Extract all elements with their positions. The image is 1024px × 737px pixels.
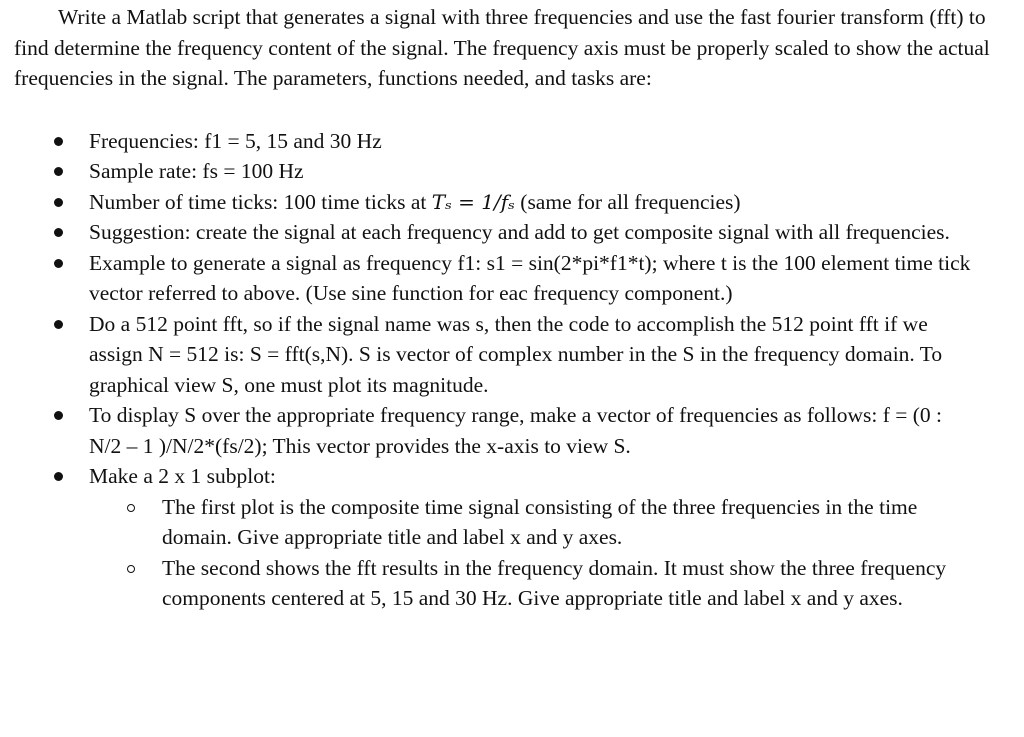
hollow-circle-icon (127, 565, 135, 573)
task-list (14, 126, 1014, 492)
bullet-example (14, 248, 1014, 309)
bullet-text: Sample rate: fs = 100 Hz (89, 159, 304, 183)
bullet-dot-icon (54, 411, 63, 420)
bullet-frequencies (14, 126, 1014, 157)
bullet-text: Example to generate a signal as frequency f1: s1 = sin(2*pi*f1*t); where t is the 100 element time tick vector referred to above. (Use sine function for eac frequency component.) (89, 250, 971, 305)
bullet-dot-icon (54, 472, 63, 481)
bullet-text-prefix: Number of time ticks: 100 time ticks at (89, 189, 432, 214)
bullet-text (89, 187, 1014, 218)
document-body (14, 0, 1014, 614)
bullet-dot-icon (54, 198, 63, 207)
bullet-text: Do a 512 point fft, so if the signal name was s, then the code to accomplish the 512 point fft if we assign N = 512 is: S = fft(s,N). S is vector of complex number in the S in the frequency domain. To graphical view S, one must plot its magnitude. (89, 311, 943, 397)
bullet-subplot (14, 461, 1014, 492)
bullet-sample-rate (14, 156, 1014, 187)
bullet-text: Suggestion: create the signal at each frequency and add to get composite signal with all frequencies. (89, 220, 950, 244)
bullet-dot-icon (54, 259, 63, 268)
bullet-text: Frequencies: f1 = 5, 15 and 30 Hz (89, 128, 382, 153)
subitem-time-plot (14, 492, 1014, 553)
bullet-dot-icon (54, 167, 63, 176)
bullet-text: Make a 2 x 1 subplot: (89, 464, 276, 488)
bullet-dot-icon (54, 320, 63, 329)
bullet-text-suffix: (same for all frequencies) (514, 189, 741, 214)
hollow-circle-icon (127, 504, 135, 512)
bullet-text: To display S over the appropriate frequency range, make a vector of frequencies as follows: f = (0 : N/2 – 1 )/N/2*(fs/2); This vector provides the x-axis to view S. (89, 403, 942, 458)
bullet-dot-icon (54, 137, 63, 146)
subitem-text: The second shows the fft results in the frequency domain. It must show the three frequency components centered at 5, 15 and 30 Hz. Give appropriate title and label x and y axes. (162, 555, 947, 610)
subplot-sublist (14, 492, 1014, 614)
bullet-frequency-vector (14, 400, 1014, 461)
subitem-text: The first plot is the composite time signal consisting of the three frequencies in the time domain. Give appropriate title and label x and y axes. (162, 494, 918, 549)
bullet-fft (14, 309, 1014, 401)
bullet-dot-icon (54, 228, 63, 237)
bullet-time-ticks (14, 187, 1014, 218)
intro-paragraph: Write a Matlab script that generates a signal with three frequencies and use the fast fourier transform (fft) to find determine the frequency content of the signal. The frequency axis must be properly scaled to show the actual frequencies in the signal. The parameters, functions needed, and tasks are: (14, 5, 990, 90)
subitem-fft-plot (14, 553, 1014, 614)
bullet-suggestion (14, 217, 1014, 248)
sample-period-formula: Tₛ = 1/fₛ (431, 189, 515, 214)
